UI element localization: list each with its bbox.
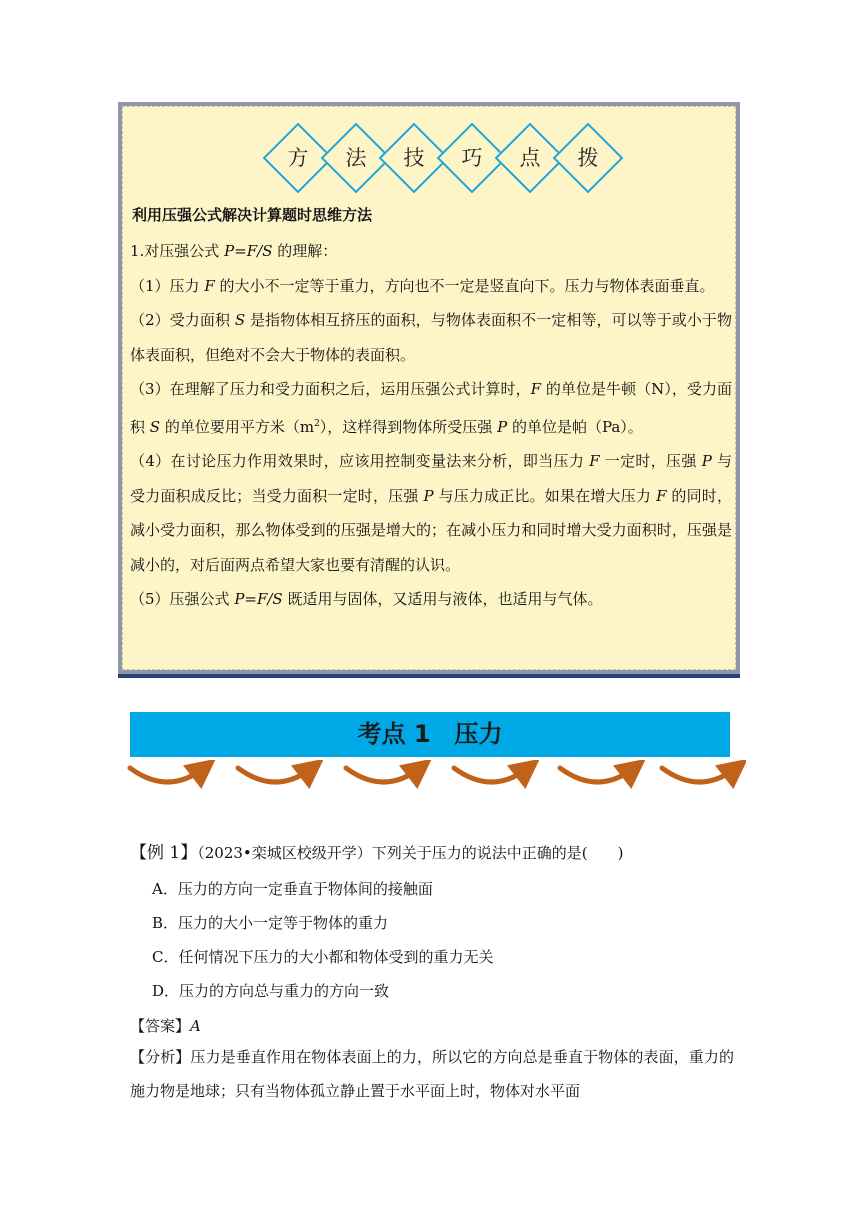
tips-point-3: （3）在理解了压力和受力面积之后，运用压强公式计算时，F 的单位是牛顿（N），受力面积 S 的单位要用平方米$(m^2)$，这样得到物体所受压强 P 的单位是帕（Pa）。 [130, 380, 733, 436]
example-source: （2023•栾城区校级开学）下列关于压力的说法中正确的是( ) [197, 844, 624, 862]
tips-point-4: （4）在讨论压力作用效果时，应该用控制变量法来分析，即当压力 F 一定时，压强 P 与受力面积成反比；当受力面积一定时，压强 P 与压力成正比。如果在增大压力 F 的同时，减小受力面积，那么物体受到的压强是增大的；在减小压力和同时增大受力面积时，压强是减小的，对后面两点希望大家也要有清醒的认识。 [130, 452, 732, 574]
method-tips-box [118, 102, 740, 674]
tips-body [130, 234, 732, 617]
section-title-band [130, 712, 730, 757]
tips-item-1: 1.对压强公式 P=F/S 的理解： [130, 242, 338, 260]
option-c: C．任何情况下压力的大小都和物体受到的重力无关 [152, 948, 494, 966]
arc-5 [560, 768, 634, 782]
diamond-char: 方 [287, 146, 309, 170]
section-title: 考点 1 压力 [357, 720, 503, 748]
example-label: 【例 1】 [130, 843, 198, 863]
arc-6 [662, 768, 736, 782]
arc-4 [454, 768, 528, 782]
diamond-char: 法 [345, 146, 367, 170]
example-header [130, 838, 623, 863]
diamond-char: 拨 [577, 146, 599, 170]
diamond-char: 巧 [461, 146, 483, 170]
analysis-paragraph [130, 1040, 734, 1108]
answer-line [130, 1015, 201, 1036]
tips-point-5: （5）压强公式 P=F/S 既适用与固体，又适用与液体，也适用与气体。 [130, 590, 603, 608]
diamond-6 [550, 120, 626, 196]
tips-title: 利用压强公式解决计算题时思维方法 [132, 206, 373, 224]
analysis-label: 【分析】 [130, 1048, 191, 1066]
arc-1 [130, 768, 204, 782]
answer-label: 【答案】 [130, 1017, 191, 1035]
diamond-char: 点 [519, 146, 541, 170]
decorative-arcs [126, 760, 746, 794]
diamond-char: 技 [403, 146, 425, 170]
analysis-text: 压力是垂直作用在物体表面上的力，所以它的方向总是垂直于物体的表面，重力的施力物是地球；只有当物体孤立静止置于水平面上时，物体对水平面 [130, 1048, 734, 1100]
tips-heading-diamonds [260, 120, 660, 196]
option-d: D．压力的方向总与重力的方向一致 [152, 982, 390, 1000]
option-b: B．压力的大小一定等于物体的重力 [152, 914, 389, 932]
arc-2 [238, 768, 312, 782]
arc-3 [346, 768, 420, 782]
answer-value: A [190, 1017, 201, 1035]
tips-point-2: （2）受力面积 S 是指物体相互挤压的面积，与物体表面积不一定相等，可以等于或小于物体表面积，但绝对不会大于物体的表面积。 [130, 311, 732, 364]
tips-point-1: （1）压力 F 的大小不一定等于重力，方向也不一定是竖直向下。压力与物体表面垂直。 [130, 276, 715, 295]
option-a: A．压力的方向一定垂直于物体间的接触面 [152, 880, 433, 898]
